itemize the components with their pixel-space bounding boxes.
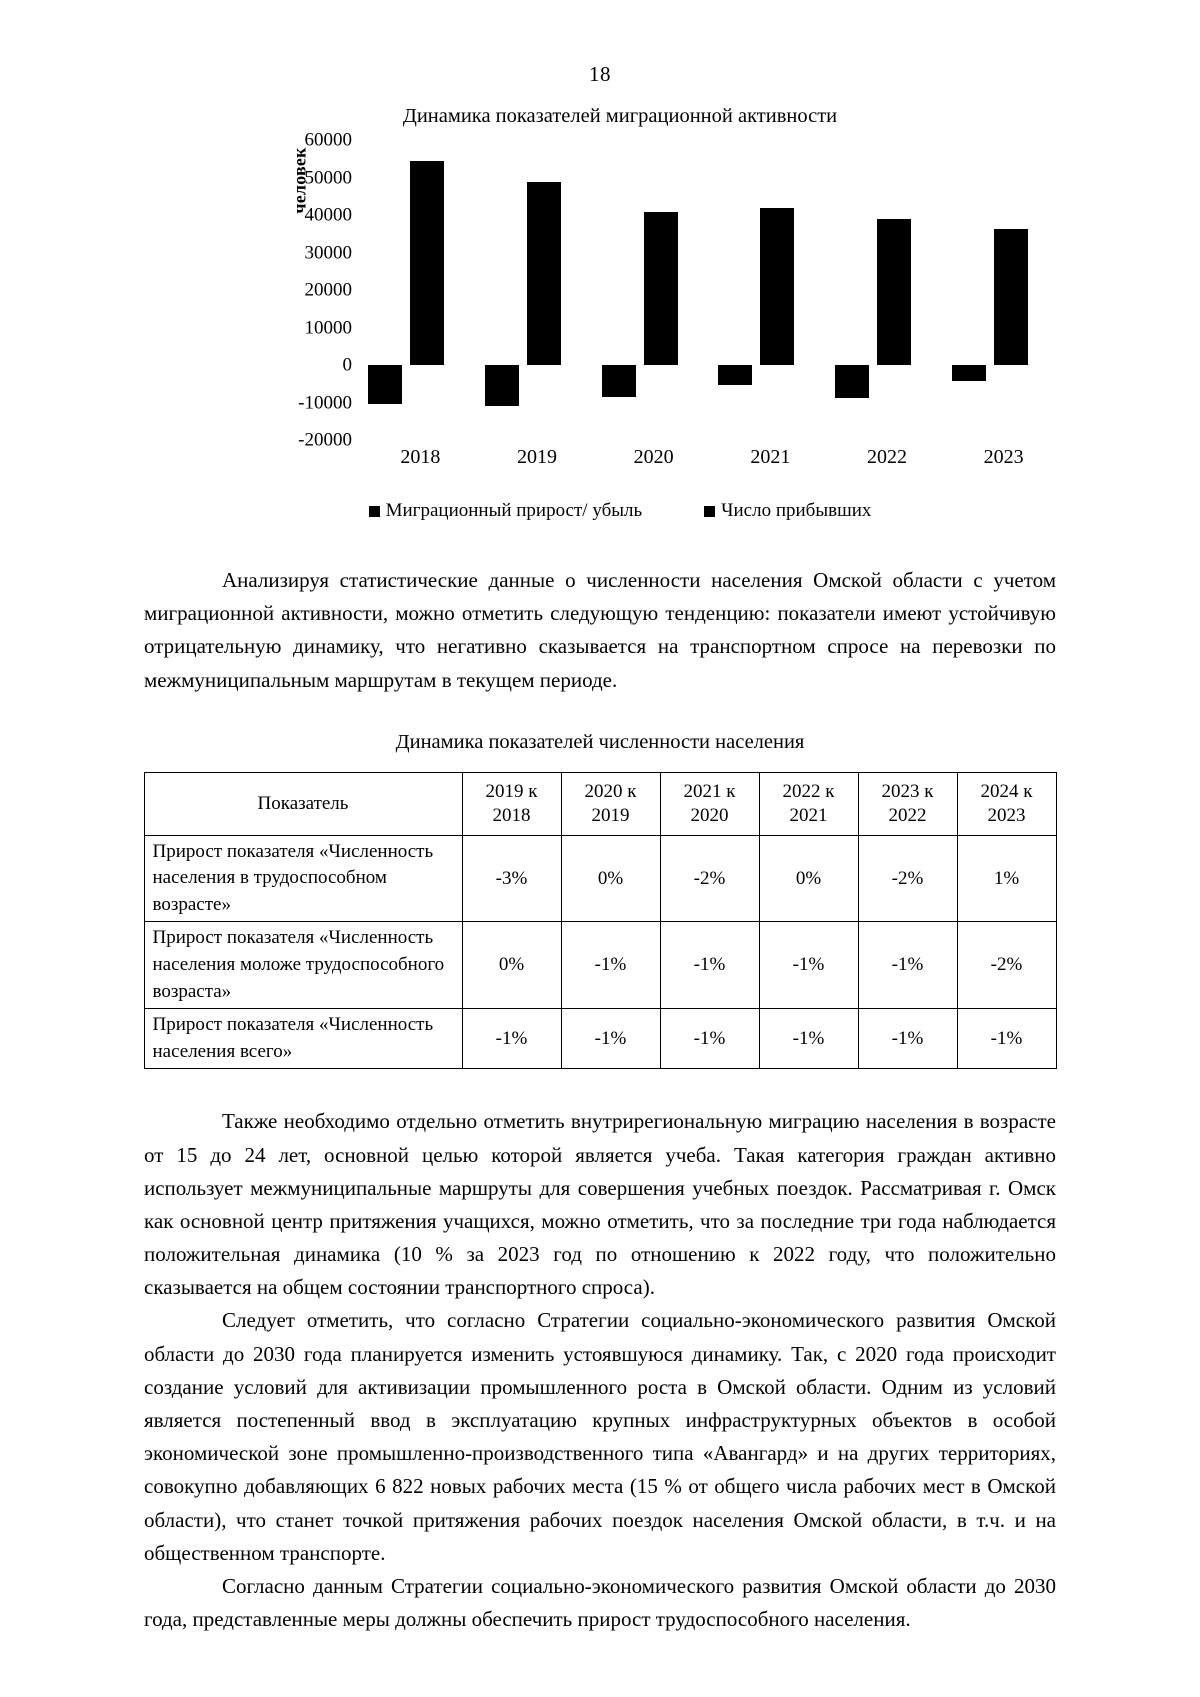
chart-y-axis-title: человек [289,147,310,214]
chart-bar [760,208,794,366]
chart-bar [527,182,561,365]
chart-bar [835,365,869,398]
table-cell-indicator: Прирост показателя «Численность населения моложе трудоспособного возраста» [144,922,462,1009]
legend-swatch-icon [704,506,715,517]
table-cell-value: -1% [660,1009,759,1069]
table-cell-value: -1% [858,922,957,1009]
chart-title: Динамика показателей миграционной активности [402,105,838,127]
population-dynamics-table [144,772,1057,1070]
table-row [144,835,1056,922]
legend-swatch-icon [369,506,380,517]
y-tick-label: -10000 [298,392,352,413]
table-header [144,772,1056,835]
x-tick-label: 2023 [983,446,1024,468]
x-tick-label: 2018 [400,446,441,468]
table-cell-value: 0% [759,835,858,922]
y-tick-label: 60000 [304,129,352,151]
chart-bars [362,140,1062,440]
chart-bar [410,161,444,365]
table-cell-indicator: Прирост показателя «Численность населения всего» [144,1009,462,1069]
body-text-block [0,1105,1200,1636]
table-cell-value: -1% [561,922,660,1009]
chart-bar [368,365,402,404]
legend-label: Число прибывших [721,500,872,521]
table-header-period: 2020 к 2019 [561,772,660,835]
legend-item [369,500,643,522]
table-cell-value: -2% [858,835,957,922]
table-header-indicator: Показатель [144,772,462,835]
y-tick-label: 50000 [304,167,352,188]
y-tick-label: 40000 [304,204,352,226]
table-cell-value: -2% [660,835,759,922]
legend-item [704,500,871,522]
chart-bar [644,212,678,365]
table-cell-value: -1% [759,922,858,1009]
table-cell-value: -1% [660,922,759,1009]
table-cell-value: 0% [462,922,561,1009]
page-number: 18 [589,62,611,86]
chart-bar [994,229,1028,366]
chart-legend [80,500,1120,522]
table-cell-value: -1% [759,1009,858,1069]
y-tick-label: 30000 [304,242,352,263]
chart-bar [718,365,752,385]
table-header-period: 2024 к 2023 [957,772,1056,835]
table-header-row [144,772,1056,835]
table-cell-value: -1% [462,1009,561,1069]
y-tick-label: 10000 [304,317,352,338]
paragraph-migration-analysis: Анализируя статистические данные о численности населения Омской области с учетом миграционной активности, можно отметить следующую тенденцию: показатели имеют устойчивую отрицательную динамику, что негативно сказывается на транспортном спросе на перевозки по межмуниципальным маршрутам в текущем периоде. [144,568,1056,692]
table-cell-value: -1% [858,1009,957,1069]
table-cell-indicator: Прирост показателя «Численность населения в трудоспособном возрасте» [144,835,462,922]
table-row [144,922,1056,1009]
table-cell-value: -1% [561,1009,660,1069]
chart-bar [485,365,519,406]
table-row [144,1009,1056,1069]
x-tick-label: 2022 [867,446,907,468]
chart-bar [602,365,636,397]
table-caption: Динамика показателей численности населения [395,730,805,753]
x-tick-label: 2021 [750,446,791,468]
chart-x-axis-labels [362,446,1062,476]
y-tick-label: -20000 [298,429,352,451]
paragraph-internal-migration: Также необходимо отдельно отметить внутрирегиональную миграцию населения в возрасте от 15 до 24 лет, основной целью которой является учеба. Такая категория граждан активно использует межмуниципальные маршруты для совершения учебных поездок. Рассматривая г. Омск как основной центр притяжения учащихся, можно отметить, что за последние три года наблюдается положительная динамика (10 % за 2023 год по отношению к 2022 году, что положительно сказывается на общем состоянии транспортного спроса). [144,1109,1056,1300]
table-header-period: 2022 к 2021 [759,772,858,835]
paragraph-strategy-conclusion: Согласно данным Стратегии социально-экономического развития Омской области до 2030 года, представленные меры должны обеспечить прирост трудоспособного населения. [144,1573,1056,1632]
table-header-period: 2021 к 2020 [660,772,759,835]
x-tick-label: 2020 [633,446,674,468]
paragraph-strategy-2030: Следует отметить, что согласно Стратегии социально-экономического развития Омской области до 2030 года планируется изменить устоявшуюся динамику. Так, с 2020 года происходит создание условий для активизации промышленного роста в Омской области. Одним из условий является постепенный ввод в эксплуатацию крупных инфраструктурных объектов в особой экономической зоне промышленно-производственного типа «Авангард» и на других территориях, совокупно добавляющих 6 822 новых рабочих места (15 % от общего числа рабочих мест в Омской области), что станет точкой притяжения рабочих поездок населения Омской области, в т.ч. и на общественном транспорте. [144,1308,1056,1565]
table-header-period: 2019 к 2018 [462,772,561,835]
chart-y-axis-ticks [260,129,352,451]
table-cell-value: 1% [957,835,1056,922]
y-tick-label: 0 [342,354,352,376]
table-body [144,835,1056,1069]
chart-bar [877,219,911,365]
x-tick-label: 2019 [517,446,557,468]
table-cell-value: -2% [957,922,1056,1009]
chart-plot-area [100,129,1100,470]
table-cell-value: 0% [561,835,660,922]
legend-label: Миграционный прирост/ убыль [385,500,643,521]
table-header-period: 2023 к 2022 [858,772,957,835]
y-tick-label: 20000 [304,279,352,301]
table-cell-value: -1% [957,1009,1056,1069]
chart-bar [952,365,986,381]
migration-chart [0,105,1200,522]
table-cell-value: -3% [462,835,561,922]
